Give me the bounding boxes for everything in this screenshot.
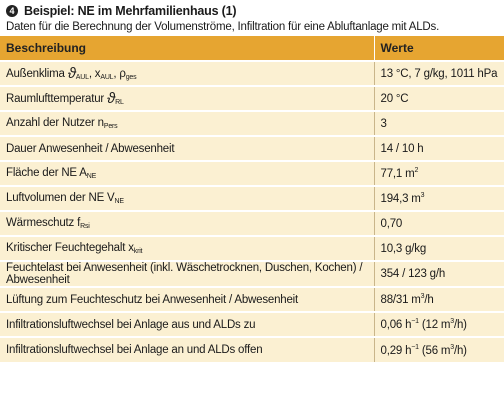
row-value: 3 bbox=[374, 111, 504, 136]
row-value: 14 / 10 h bbox=[374, 136, 504, 161]
table-row bbox=[0, 312, 504, 337]
table-row bbox=[0, 337, 504, 362]
row-value: 0,29 $h^{-1}$ (56 $m^3/h$) bbox=[374, 337, 504, 362]
row-label: Wärmeschutz $f_{Rsi}$ bbox=[0, 211, 374, 236]
row-label: Fläche der NE $A_{NE}$ bbox=[0, 161, 374, 186]
row-value: 0,70 bbox=[374, 211, 504, 236]
table-row bbox=[0, 211, 504, 236]
table-row bbox=[0, 186, 504, 211]
row-value: 13 °C, 7 g/kg, 1011 hPa bbox=[374, 61, 504, 86]
row-label: Außenklima $ϑ_{AUL}$, $x_{AUL}$, $\rho_{ges}$ bbox=[0, 61, 374, 86]
row-label: Raumlufttemperatur $ϑ_{RL}$ bbox=[0, 86, 374, 111]
row-label: Anzahl der Nutzer $n_{Pers}$ bbox=[0, 111, 374, 136]
row-label: Infiltrationsluftwechsel bei Anlage an und ALDs offen bbox=[0, 337, 374, 362]
row-value: 20 °C bbox=[374, 86, 504, 111]
row-label: Lüftung zum Feuchteschutz bei Anwesenheit / Abwesenheit bbox=[0, 287, 374, 312]
row-value: 10,3 g/kg bbox=[374, 236, 504, 261]
table-row bbox=[0, 86, 504, 111]
row-value: 0,06 $h^{-1}$ (12 $m^3/h$) bbox=[374, 312, 504, 337]
row-value: 354 / 123 g/h bbox=[374, 261, 504, 287]
row-label: Luftvolumen der NE $V_{NE}$ bbox=[0, 186, 374, 211]
row-label: Kritischer Feuchtegehalt $x_{krit}$ bbox=[0, 236, 374, 261]
numbered-circle-icon: 4 bbox=[6, 5, 18, 17]
table-row bbox=[0, 111, 504, 136]
table-row bbox=[0, 61, 504, 86]
table-row bbox=[0, 261, 504, 287]
figure-title: Beispiel: NE im Mehrfamilienhaus (1) bbox=[24, 4, 237, 18]
table-row bbox=[0, 136, 504, 161]
row-value: 194,3 $m^3$ bbox=[374, 186, 504, 211]
row-label: Dauer Anwesenheit / Abwesenheit bbox=[0, 136, 374, 161]
caption-header bbox=[0, 0, 504, 36]
column-header-werte: Werte bbox=[374, 36, 504, 61]
row-value: 77,1 $m^2$ bbox=[374, 161, 504, 186]
figure-subtitle: Daten für die Berechnung der Volumenströme, Infiltration für eine Abluftanlage mit ALDs. bbox=[6, 21, 440, 33]
row-value: 88/31 $m^3/h$ bbox=[374, 287, 504, 312]
row-label: Infiltrationsluftwechsel bei Anlage aus und ALDs zu bbox=[0, 312, 374, 337]
table-header-row bbox=[0, 36, 504, 61]
table-row bbox=[0, 161, 504, 186]
data-table bbox=[0, 36, 504, 362]
row-label: Feuchtelast bei Anwesenheit (inkl. Wäschetrocknen, Duschen, Kochen) / Abwesenheit bbox=[0, 261, 374, 287]
column-header-beschreibung: Beschreibung bbox=[0, 36, 374, 61]
title-line bbox=[6, 4, 498, 18]
table-row bbox=[0, 287, 504, 312]
table-row bbox=[0, 236, 504, 261]
